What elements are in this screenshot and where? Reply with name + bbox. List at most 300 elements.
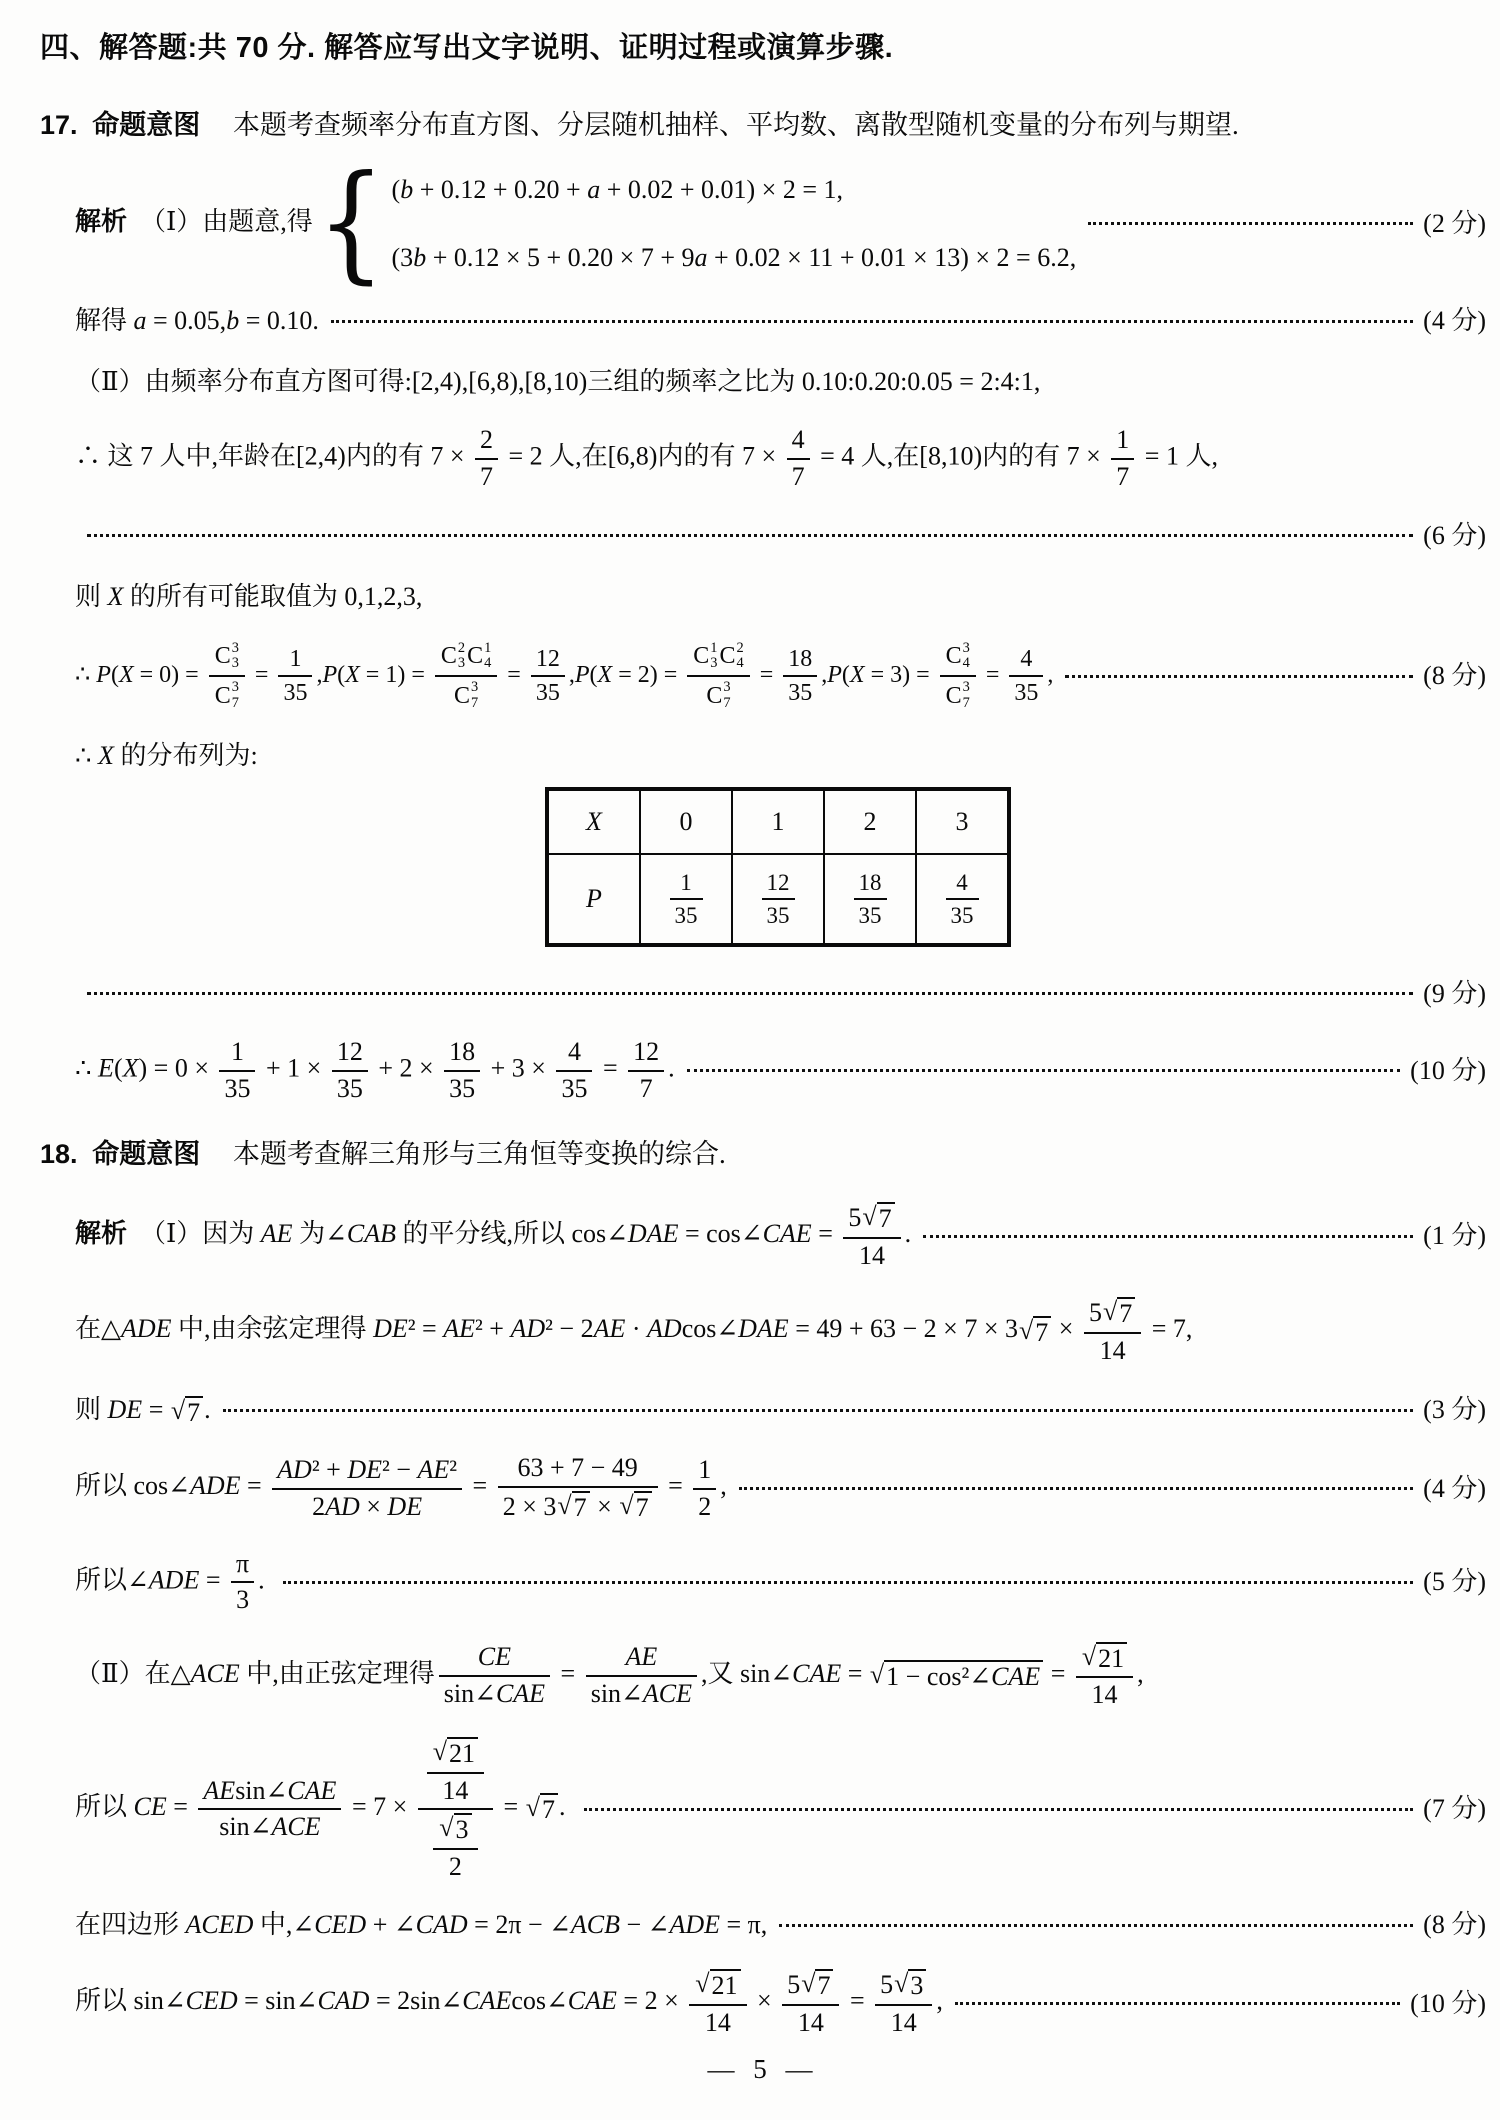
solution-line xyxy=(75,365,1486,399)
x-value-cell: 1 xyxy=(732,789,824,854)
fraction-numerator xyxy=(675,870,697,895)
math-text: , xyxy=(720,1471,727,1501)
math-fraction xyxy=(1076,1642,1133,1710)
math-text: ( xyxy=(841,661,850,688)
p-value-cell xyxy=(824,854,916,945)
radicand xyxy=(634,1491,652,1523)
math-text: . xyxy=(668,1053,675,1083)
combination-base: C xyxy=(214,682,231,709)
x-value-cell: 0 xyxy=(640,789,732,854)
math-fraction xyxy=(787,426,810,491)
math-text: = xyxy=(979,661,1006,688)
math-text: 14 xyxy=(797,2007,824,2037)
fraction-denominator xyxy=(424,1813,486,1881)
combination-subscript: 7 xyxy=(231,695,239,712)
math-text: = 7, xyxy=(1145,1314,1193,1344)
radical-sign-icon: √ xyxy=(525,1793,540,1823)
math-text: 5 xyxy=(1088,1297,1102,1327)
math-text: 则 xyxy=(75,581,108,611)
math-variable: CAD xyxy=(415,1910,468,1940)
radicand xyxy=(572,1491,590,1523)
fraction-bar xyxy=(1084,1332,1141,1334)
math-text: × xyxy=(1052,1314,1080,1344)
math-text: . xyxy=(204,1394,211,1424)
math-fraction xyxy=(586,1643,697,1708)
math-text: = 2 人,在[6,8)内的有 7 × xyxy=(501,441,783,471)
math-text: 12 xyxy=(535,645,560,672)
fraction-denominator xyxy=(209,680,245,712)
radical-sign-icon: √ xyxy=(557,1491,572,1521)
dotted-leader xyxy=(283,1581,1413,1584)
radical-sign-icon: √ xyxy=(1081,1641,1097,1671)
math-text: , xyxy=(936,1986,943,2016)
line-expression xyxy=(75,148,1077,297)
fraction-numerator xyxy=(418,1737,493,1805)
combination-symbol xyxy=(719,641,743,673)
fraction-bar xyxy=(433,1848,477,1850)
line-expression xyxy=(75,1550,271,1615)
radicand xyxy=(185,1396,203,1428)
solution-line xyxy=(75,1038,1486,1103)
math-text: = xyxy=(466,1471,494,1501)
math-fraction xyxy=(498,1454,658,1522)
combination-superscript: 2 xyxy=(457,639,466,656)
math-variable: AD xyxy=(325,1491,360,1521)
math-text: 的平分线,所以 cos∠ xyxy=(395,1219,628,1249)
fraction-bar xyxy=(198,1808,341,1810)
combination-symbol xyxy=(693,641,717,673)
radical-sign-icon: √ xyxy=(862,1202,877,1232)
math-fraction xyxy=(670,870,703,929)
score-label: (5 分) xyxy=(1423,1567,1486,1597)
fraction-bar xyxy=(439,1675,550,1677)
fraction-bar xyxy=(783,675,817,677)
solution-line xyxy=(75,426,1486,491)
radicand xyxy=(877,1202,895,1234)
fraction-bar xyxy=(444,1070,480,1072)
fraction-denominator xyxy=(700,2009,736,2038)
math-variable: P xyxy=(827,661,842,688)
math-text: = 2sin∠ xyxy=(369,1986,463,2016)
math-text: 63 + 7 − 49 xyxy=(517,1453,638,1483)
fraction-denominator xyxy=(586,1680,697,1709)
solution-line xyxy=(75,1908,1486,1942)
math-variable: CED xyxy=(185,1986,238,2016)
math-text: 2 xyxy=(698,1491,712,1521)
math-variable: AD xyxy=(647,1314,682,1344)
math-text: ( xyxy=(337,661,346,688)
sqrt-expression xyxy=(862,1202,894,1234)
radicand xyxy=(908,1969,926,2001)
radicand xyxy=(540,1793,558,1825)
table-probability-row xyxy=(547,854,1009,945)
math-fraction xyxy=(231,1550,254,1615)
math-fraction xyxy=(198,1777,341,1842)
line-expression xyxy=(75,1202,911,1270)
math-variable: P xyxy=(322,661,338,688)
fraction-numerator xyxy=(284,646,306,672)
math-text: + 0.02 × 11 + 0.01 × 13) × 2 = 6.2, xyxy=(707,242,1077,272)
math-text: 1 xyxy=(698,1454,712,1484)
question-17-number: 17. xyxy=(40,109,78,140)
math-text: = 3) = xyxy=(864,661,936,688)
fraction-denominator xyxy=(444,1075,480,1104)
math-variable: CAE xyxy=(567,1986,617,2016)
math-text: 14 xyxy=(704,2007,731,2037)
fraction-denominator xyxy=(854,903,887,928)
solution-line xyxy=(75,1393,1486,1428)
math-fraction xyxy=(433,1813,477,1881)
fraction-denominator xyxy=(214,1813,325,1842)
fraction-denominator xyxy=(693,1493,716,1522)
radical-sign-icon: √ xyxy=(1019,1315,1034,1345)
dotted-leader xyxy=(1065,675,1413,678)
fraction-denominator xyxy=(219,1075,255,1104)
combination-symbol xyxy=(454,680,478,712)
radical-sign-icon: √ xyxy=(619,1491,634,1521)
fraction-bar xyxy=(843,1237,900,1239)
math-fraction xyxy=(435,641,497,712)
equation-system xyxy=(316,148,1077,297)
math-text: （Ⅱ）在△ xyxy=(75,1658,191,1688)
fraction-bar xyxy=(278,675,312,677)
math-text: 14 xyxy=(442,1775,469,1805)
math-text: 35 xyxy=(1014,680,1039,707)
math-fraction xyxy=(278,646,312,707)
math-text: 则 xyxy=(75,1394,108,1424)
math-fraction xyxy=(687,641,749,712)
math-fraction xyxy=(1084,1297,1141,1365)
combination-subscript: 3 xyxy=(231,655,239,672)
fraction-denominator xyxy=(762,903,795,928)
page-number: — 5 — xyxy=(707,2053,819,2084)
combination-base: C xyxy=(706,682,723,709)
math-text: 21 xyxy=(1098,1643,1125,1673)
math-text: 3 xyxy=(455,1815,469,1845)
math-text: 35 xyxy=(336,1073,363,1103)
math-fraction xyxy=(209,641,245,712)
fraction-denominator xyxy=(783,680,817,706)
math-text: 35 xyxy=(561,1073,588,1103)
math-text: 中,∠ xyxy=(253,1910,315,1940)
math-text: 中,由正弦定理得 xyxy=(239,1658,435,1688)
fraction-denominator xyxy=(635,1075,658,1104)
math-fraction xyxy=(531,646,565,707)
math-text: 5 xyxy=(848,1202,862,1232)
math-text: = xyxy=(142,1394,170,1424)
math-variable: CED xyxy=(314,1910,367,1940)
math-fraction xyxy=(762,870,795,929)
combination-superscript: 2 xyxy=(736,639,744,656)
fraction-denominator xyxy=(531,680,565,706)
math-text: 7 xyxy=(1116,461,1130,491)
math-text: ( xyxy=(391,174,401,204)
radicand xyxy=(1096,1642,1127,1674)
math-fraction xyxy=(556,1038,592,1103)
fraction-denominator xyxy=(231,1586,254,1615)
math-text: ) = 0 × xyxy=(138,1053,216,1083)
math-text: 4 xyxy=(956,869,968,895)
radicand xyxy=(815,1969,833,2001)
math-variable: a xyxy=(133,306,147,336)
fraction-numerator xyxy=(444,1038,480,1067)
question-18-intent-label: 命题意图 xyxy=(92,1139,201,1170)
math-text: 12 xyxy=(766,869,790,895)
math-text: 7 xyxy=(479,461,493,491)
math-text: = xyxy=(248,661,275,688)
dotted-leader xyxy=(779,1924,1413,1927)
math-variable: CAE xyxy=(991,1662,1041,1692)
fraction-bar xyxy=(219,1070,255,1072)
solution-line xyxy=(75,1550,1486,1615)
math-text: = cos∠ xyxy=(678,1219,763,1249)
math-variable: AE xyxy=(593,1314,626,1344)
math-text: = xyxy=(811,1219,840,1249)
radical-sign-icon: √ xyxy=(801,1969,816,1999)
dotted-leader xyxy=(955,2002,1400,2005)
math-variable: X xyxy=(597,661,613,688)
math-variable: ADE xyxy=(189,1471,241,1501)
math-fraction xyxy=(854,870,887,929)
math-text: = xyxy=(497,1792,525,1822)
fraction-denominator xyxy=(498,1491,658,1523)
score-label: (1 分) xyxy=(1423,1221,1486,1251)
fraction-numerator xyxy=(427,1737,484,1769)
combination-scripts xyxy=(471,680,478,712)
radical-sign-icon: √ xyxy=(170,1395,186,1425)
score-label: (4 分) xyxy=(1423,306,1486,336)
bold-label: 解析 xyxy=(75,205,128,236)
line-expression xyxy=(75,1393,211,1428)
fraction-denominator xyxy=(700,680,736,712)
solution-line xyxy=(75,519,1486,553)
math-text: 2 xyxy=(479,425,493,455)
math-text: = xyxy=(166,1792,195,1822)
combination-symbol xyxy=(706,680,730,712)
fraction-denominator xyxy=(444,1853,467,1882)
fraction-denominator xyxy=(556,1075,592,1104)
combination-superscript: 3 xyxy=(962,639,970,656)
fraction-numerator xyxy=(512,1454,642,1483)
math-text: ² − 2 xyxy=(545,1314,594,1344)
math-text: 2 × 3 xyxy=(502,1491,557,1521)
x-value-cell: 3 xyxy=(916,789,1009,854)
combination-base: C xyxy=(945,643,962,670)
math-text: ² − xyxy=(381,1454,418,1484)
math-text: = xyxy=(843,1986,872,2016)
fraction-numerator xyxy=(940,641,976,673)
math-text: = xyxy=(753,661,780,688)
fraction-bar xyxy=(1076,1676,1133,1678)
combination-subscript: 3 xyxy=(457,655,466,672)
sqrt-expression xyxy=(870,1660,1043,1692)
math-text: 35 xyxy=(449,1073,476,1103)
math-text: ∴ 这 7 人中,年龄在[2,4)内的有 7 × xyxy=(75,441,471,471)
math-text: ² xyxy=(449,1454,458,1484)
math-text: = xyxy=(1044,1658,1072,1688)
line-expression xyxy=(75,1038,675,1103)
combination-subscript: 4 xyxy=(736,655,744,672)
system-row xyxy=(392,173,1077,207)
x-value-cell: 2 xyxy=(824,789,916,854)
math-text: = 2 × xyxy=(616,1986,686,2016)
math-variable: X xyxy=(118,661,134,688)
math-fraction xyxy=(689,1969,746,2037)
distribution-table xyxy=(545,787,1011,947)
p-value-cell xyxy=(916,854,1009,945)
bold-label: 解析 xyxy=(75,1218,128,1249)
math-text: 7 xyxy=(635,1493,649,1523)
math-variable: CAB xyxy=(346,1219,396,1249)
line-expression xyxy=(75,641,1053,712)
math-text: = xyxy=(661,1471,690,1501)
math-text: 解得 xyxy=(75,306,134,336)
math-fraction xyxy=(628,1038,664,1103)
math-variable: DE xyxy=(387,1491,423,1521)
math-text: = 2π − ∠ xyxy=(467,1910,571,1940)
math-variable: CAE xyxy=(762,1219,812,1249)
math-variable: b xyxy=(413,242,427,272)
math-variable: CE xyxy=(477,1642,512,1672)
combination-superscript: 3 xyxy=(231,679,239,696)
math-text: , xyxy=(821,661,828,688)
line-expression xyxy=(75,1297,1192,1365)
math-fraction xyxy=(332,1038,368,1103)
fraction-bar xyxy=(782,2004,839,2006)
math-text: = 7 × xyxy=(345,1792,414,1822)
fraction-numerator xyxy=(951,870,973,895)
fraction-numerator xyxy=(854,870,887,895)
fraction-numerator xyxy=(620,1643,662,1672)
math-text: = 1) = xyxy=(359,661,431,688)
math-text: = xyxy=(554,1658,582,1688)
section-title: 四、解答题:共 70 分. 解答应写出文字说明、证明过程或演算步骤. xyxy=(40,32,894,64)
math-text: 5 xyxy=(880,1969,894,1999)
math-text: 7 xyxy=(1035,1317,1049,1347)
math-text: · xyxy=(625,1314,648,1344)
radicand xyxy=(447,1737,478,1769)
line-expression xyxy=(75,580,422,614)
radical-sign-icon: √ xyxy=(1102,1297,1118,1327)
math-fraction xyxy=(1009,646,1043,707)
score-label: (4 分) xyxy=(1423,1473,1486,1503)
fraction-bar xyxy=(231,1581,254,1583)
math-text: 35 xyxy=(674,902,698,928)
fraction-bar xyxy=(332,1070,368,1072)
math-text: . xyxy=(904,1219,912,1249)
solution-line xyxy=(75,977,1486,1011)
math-text: 的分布列为: xyxy=(113,741,258,771)
radicand xyxy=(1033,1316,1051,1348)
fraction-bar xyxy=(628,1070,664,1072)
math-variable: b xyxy=(226,306,240,336)
math-text: 所以 sin∠ xyxy=(75,1986,186,2016)
dotted-leader xyxy=(331,320,1413,323)
math-text: 14 xyxy=(1099,1336,1126,1365)
combination-subscript: 4 xyxy=(962,655,970,672)
fraction-numerator xyxy=(875,1969,932,2001)
math-text: 7 xyxy=(878,1204,892,1234)
math-text: 18 xyxy=(858,869,882,895)
math-fraction xyxy=(783,646,817,707)
math-text: 14 xyxy=(859,1240,885,1270)
dotted-leader xyxy=(1088,222,1413,225)
math-text: + 3 × xyxy=(484,1053,553,1083)
math-text: 7 xyxy=(187,1397,201,1427)
fraction-bar xyxy=(693,1488,716,1490)
math-text: 18 xyxy=(449,1036,476,1066)
math-text: = 1 人, xyxy=(1138,441,1218,471)
math-text: 35 xyxy=(858,902,882,928)
math-variable: X xyxy=(849,661,865,688)
fraction-numerator xyxy=(1015,646,1037,672)
math-variable: ACE xyxy=(642,1678,692,1708)
math-text: + ∠ xyxy=(366,1910,416,1940)
math-text: , xyxy=(1047,661,1054,688)
score-label: (9 分) xyxy=(1423,979,1486,1009)
math-text: 7 xyxy=(542,1795,555,1825)
score-label: (7 分) xyxy=(1423,1794,1486,1824)
solution-line xyxy=(75,739,1486,773)
fraction-bar xyxy=(875,2004,932,2006)
fraction-numerator xyxy=(198,1777,341,1806)
fraction-numerator xyxy=(209,641,245,673)
math-text: 35 xyxy=(535,680,560,707)
math-text: ( xyxy=(589,661,598,688)
math-text: = 2) = xyxy=(612,661,684,688)
math-text: 7 xyxy=(1119,1299,1133,1329)
math-text: = xyxy=(841,1658,869,1688)
math-variable: DAE xyxy=(627,1219,679,1249)
math-text: + 2 × xyxy=(371,1053,441,1083)
fraction-bar xyxy=(940,675,976,677)
solution-line xyxy=(75,641,1486,712)
math-variable: P xyxy=(96,661,111,688)
combination-superscript: 3 xyxy=(231,639,239,656)
math-text: π xyxy=(236,1548,250,1578)
fraction-numerator xyxy=(435,641,497,673)
math-fraction xyxy=(272,1456,462,1521)
fraction-denominator xyxy=(670,903,703,928)
fraction-denominator xyxy=(437,1777,473,1806)
math-variable: CAE xyxy=(495,1678,546,1708)
fraction-numerator xyxy=(628,1038,664,1067)
math-text: 4 xyxy=(567,1036,581,1066)
math-variable: X xyxy=(107,581,124,611)
math-text: × xyxy=(590,1491,619,1521)
math-text: , xyxy=(568,661,575,688)
sqrt-expression xyxy=(433,1737,478,1769)
math-text: = xyxy=(199,1565,228,1595)
fraction-bar xyxy=(687,675,749,677)
fraction-numerator xyxy=(787,426,810,455)
math-text: ² = xyxy=(407,1314,444,1344)
math-text: 3 xyxy=(910,1971,924,2001)
fraction-numerator xyxy=(231,1550,254,1579)
fraction-denominator xyxy=(332,1075,368,1104)
math-variable: AE xyxy=(443,1314,475,1344)
math-variable: DE xyxy=(107,1394,143,1424)
fraction-denominator xyxy=(854,1242,890,1271)
math-text: 5 xyxy=(787,1969,801,1999)
math-text: 35 xyxy=(224,1073,251,1103)
combination-scripts xyxy=(710,641,717,673)
math-variable: AD xyxy=(277,1454,312,1484)
math-variable: X xyxy=(98,741,114,771)
combination-subscript: 3 xyxy=(710,655,718,672)
math-fraction xyxy=(693,1456,716,1521)
math-variable: ADE xyxy=(148,1565,200,1595)
